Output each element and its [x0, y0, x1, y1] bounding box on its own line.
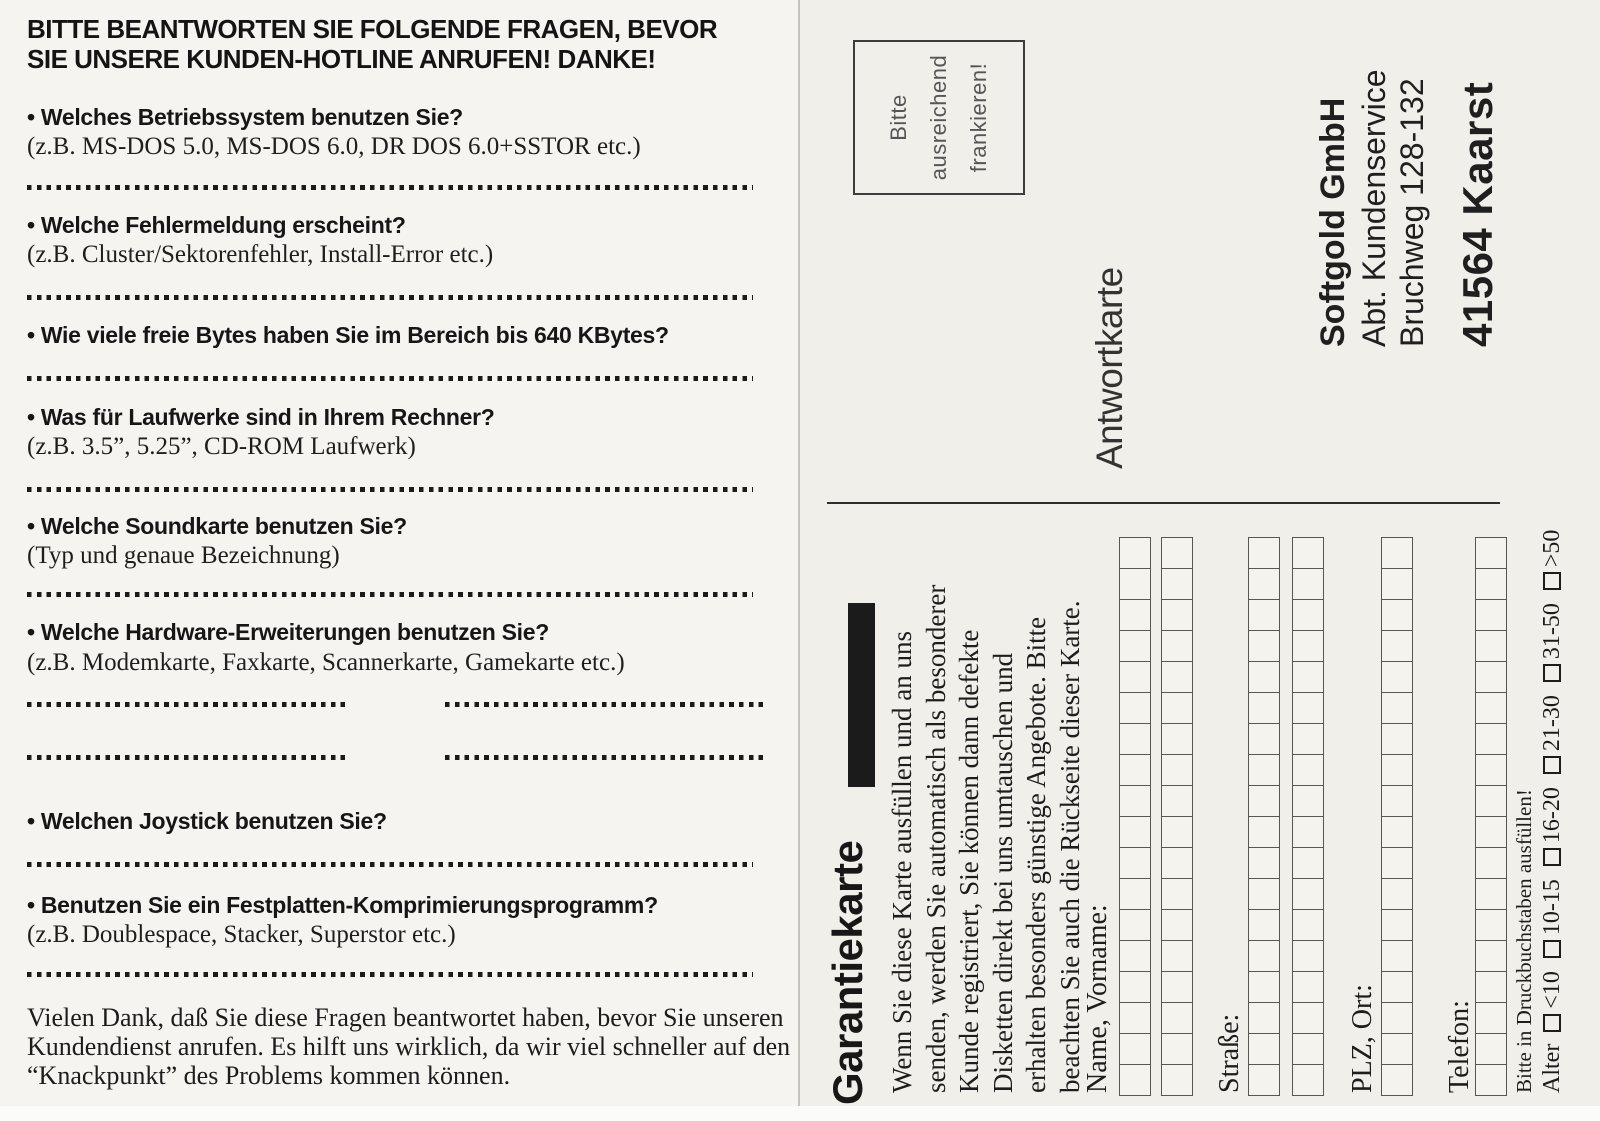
garantie-body-line: beachten Sie auch die Rückseite dieser Karte. [1054, 600, 1085, 1093]
character-box [1292, 754, 1324, 786]
garantie-body-text [886, 585, 1087, 1093]
question-heading-2: • Welche Fehlermeldung erscheint? [27, 212, 406, 238]
character-box [1248, 661, 1280, 693]
question-heading-4: • Was für Laufwerke sind in Ihrem Rechner? [27, 404, 495, 430]
plz-boxes-row [1381, 537, 1413, 1096]
character-box [1475, 847, 1507, 879]
age-option [1539, 695, 1566, 774]
answer-line [27, 862, 753, 867]
character-box [1119, 816, 1151, 848]
field-label-telefon: Telefon: [1444, 1000, 1475, 1093]
stamp-note-line: ausreichend [926, 54, 951, 181]
character-box [1381, 940, 1413, 972]
age-checkbox [1543, 940, 1561, 958]
character-box [1119, 661, 1151, 693]
character-box [1475, 661, 1507, 693]
character-box [1292, 537, 1324, 569]
character-box [1475, 971, 1507, 1003]
character-box [1381, 1064, 1413, 1096]
character-box [1119, 940, 1151, 972]
character-box [1475, 909, 1507, 941]
character-box [1119, 909, 1151, 941]
character-box [1381, 816, 1413, 848]
character-box [1119, 537, 1151, 569]
character-box [1381, 971, 1413, 1003]
character-box [1119, 568, 1151, 600]
character-box [1292, 909, 1324, 941]
character-box [1161, 909, 1193, 941]
address-street: Bruchweg 128-132 [1394, 78, 1430, 347]
character-box [1119, 847, 1151, 879]
age-checkbox [1543, 848, 1561, 866]
character-box [1381, 723, 1413, 755]
age-options [1539, 530, 1566, 1032]
age-option [1539, 603, 1566, 682]
age-option [1539, 787, 1566, 866]
age-option-label: >50 [1539, 529, 1565, 568]
character-box [1248, 754, 1280, 786]
character-box [1161, 599, 1193, 631]
character-box [1119, 754, 1151, 786]
character-box [1381, 847, 1413, 879]
age-label: Alter [1539, 1043, 1565, 1093]
character-box [1292, 599, 1324, 631]
character-box [1248, 816, 1280, 848]
field-label-plz-ort: PLZ, Ort: [1347, 984, 1378, 1093]
character-box [1292, 568, 1324, 600]
character-box [1292, 971, 1324, 1003]
closing-line2: Kundendienst anrufen. Es hilft uns wirklich, da wir viel schneller auf den [27, 1032, 791, 1061]
fold-crease-line [798, 0, 800, 1108]
answer-line [27, 592, 753, 597]
character-box [1161, 1064, 1193, 1096]
character-box [1381, 599, 1413, 631]
print-note: Bitte in Druckbuchstaben ausfüllen! [1512, 789, 1536, 1093]
closing-line1: Vielen Dank, daß Sie diese Fragen beantwortet haben, bevor Sie unseren [27, 1003, 784, 1032]
scan-bottom-edge [0, 1106, 1600, 1121]
character-box [1248, 1033, 1280, 1065]
age-option [1539, 971, 1566, 1032]
garantie-body-line: senden, werden Sie automatisch als besonderer [920, 584, 951, 1093]
closing-note [27, 1003, 790, 1090]
garantie-body-line: Wenn Sie diese Karte ausfüllen und an uns [887, 631, 917, 1093]
garantie-body-line: erhalten besonders günstige Angebote. Bitte [1021, 616, 1051, 1093]
character-box [1248, 537, 1280, 569]
postcard-rotated-content [800, 0, 1600, 1121]
character-box [1475, 599, 1507, 631]
character-box [1248, 1064, 1280, 1096]
character-box [1119, 785, 1151, 817]
character-box [1119, 971, 1151, 1003]
character-box [1248, 971, 1280, 1003]
character-box [1161, 878, 1193, 910]
strasse-boxes-row-2 [1292, 537, 1324, 1096]
age-checkbox [1543, 1014, 1561, 1032]
character-box [1292, 816, 1324, 848]
character-box [1292, 1002, 1324, 1034]
character-box [1161, 692, 1193, 724]
character-box [1292, 692, 1324, 724]
character-box [1475, 1064, 1507, 1096]
character-box [1475, 940, 1507, 972]
character-box [1161, 723, 1193, 755]
answer-line-half [445, 702, 765, 707]
character-box [1292, 630, 1324, 662]
question-hint-8: (z.B. Doublespace, Stacker, Superstor etc.) [27, 921, 456, 948]
stamp-note-line: frankieren! [966, 62, 991, 173]
character-box [1161, 568, 1193, 600]
character-box [1161, 630, 1193, 662]
age-option-label: 21-30 [1539, 695, 1565, 752]
answer-line-half [27, 702, 345, 707]
character-box [1161, 816, 1193, 848]
character-box [1475, 754, 1507, 786]
character-box [1475, 1002, 1507, 1034]
character-box [1248, 1002, 1280, 1034]
age-option [1539, 879, 1566, 958]
answer-line [27, 295, 753, 300]
age-option-label: 31-50 [1539, 603, 1565, 660]
age-option-label: <10 [1539, 971, 1565, 1009]
character-box [1161, 971, 1193, 1003]
character-box [1475, 878, 1507, 910]
character-box [1292, 661, 1324, 693]
page-title-line2: SIE UNSERE KUNDEN-HOTLINE ANRUFEN! DANKE! [27, 44, 656, 74]
character-box [1292, 723, 1324, 755]
age-checkbox [1543, 664, 1561, 682]
character-box [1381, 878, 1413, 910]
question-heading-3: • Wie viele freie Bytes haben Sie im Bereich bis 640 KBytes? [27, 322, 669, 348]
character-box [1292, 878, 1324, 910]
character-box [1119, 599, 1151, 631]
question-hint-5: (Typ und genaue Bezeichnung) [27, 542, 340, 569]
stamp-note-line: Bitte [886, 94, 911, 141]
character-box [1119, 1033, 1151, 1065]
telefon-boxes-row [1475, 537, 1507, 1096]
character-box [1381, 568, 1413, 600]
answer-line [27, 376, 753, 381]
character-box [1381, 537, 1413, 569]
character-box [1161, 785, 1193, 817]
character-box [1248, 723, 1280, 755]
character-box [1248, 568, 1280, 600]
character-box [1248, 692, 1280, 724]
age-option [1539, 530, 1566, 591]
character-box [1119, 1064, 1151, 1096]
age-option-label: 16-20 [1539, 787, 1565, 844]
postcard-divider-line [827, 502, 1500, 504]
character-box [1475, 816, 1507, 848]
character-box [1475, 568, 1507, 600]
character-box [1292, 1064, 1324, 1096]
field-label-strasse: Straße: [1214, 1013, 1245, 1093]
age-row [1539, 530, 1566, 1093]
question-hint-1: (z.B. MS-DOS 5.0, MS-DOS 6.0, DR DOS 6.0+SSTOR etc.) [27, 133, 641, 160]
character-box [1248, 940, 1280, 972]
character-box [1475, 723, 1507, 755]
character-box [1248, 847, 1280, 879]
page-title-line1: BITTE BEANTWORTEN SIE FOLGENDE FRAGEN, BEVOR [27, 14, 718, 44]
character-box [1161, 1002, 1193, 1034]
character-box [1119, 723, 1151, 755]
answer-line-half [27, 755, 345, 760]
character-box [1381, 909, 1413, 941]
name-boxes-row-1 [1119, 537, 1151, 1096]
character-box [1161, 847, 1193, 879]
character-box [1119, 630, 1151, 662]
character-box [1119, 1002, 1151, 1034]
question-hint-2: (z.B. Cluster/Sektorenfehler, Install-Error etc.) [27, 241, 494, 268]
question-heading-6: • Welche Hardware-Erweiterungen benutzen Sie? [27, 619, 549, 645]
character-box [1248, 878, 1280, 910]
character-box [1248, 785, 1280, 817]
strasse-boxes-row-1 [1248, 537, 1280, 1096]
answer-line-half [445, 755, 765, 760]
heading-black-bar [848, 603, 875, 787]
character-box [1292, 1033, 1324, 1065]
address-department: Abt. Kundenservice [1356, 69, 1392, 347]
age-checkbox [1543, 756, 1561, 774]
card-type-label: Antwortkarte [1089, 267, 1130, 469]
character-box [1381, 754, 1413, 786]
question-heading-7: • Welchen Joystick benutzen Sie? [27, 808, 387, 834]
garantiekarte-heading: Garantiekarte [824, 840, 871, 1105]
character-box [1381, 1002, 1413, 1034]
answer-line [27, 972, 753, 977]
character-box [1381, 630, 1413, 662]
character-box [1161, 537, 1193, 569]
character-box [1161, 940, 1193, 972]
character-box [1161, 1033, 1193, 1065]
character-box [1292, 785, 1324, 817]
character-box [1475, 1033, 1507, 1065]
character-box [1475, 785, 1507, 817]
age-option-label: 10-15 [1539, 879, 1565, 936]
closing-line3: “Knackpunkt” des Problems kommen können. [27, 1061, 511, 1090]
character-box [1248, 630, 1280, 662]
question-hint-4: (z.B. 3.5”, 5.25”, CD-ROM Laufwerk) [27, 433, 416, 460]
character-box [1248, 599, 1280, 631]
question-heading-5: • Welche Soundkarte benutzen Sie? [27, 513, 407, 539]
character-box [1381, 785, 1413, 817]
character-box [1161, 661, 1193, 693]
answer-line [27, 487, 753, 492]
character-box [1292, 847, 1324, 879]
character-box [1475, 692, 1507, 724]
garantie-body-line: Disketten direkt bei uns umtauschen und [987, 652, 1018, 1093]
question-hint-6: (z.B. Modemkarte, Faxkarte, Scannerkarte, Gamekarte etc.) [27, 649, 625, 676]
character-box [1381, 661, 1413, 693]
character-box [1119, 878, 1151, 910]
character-box [1475, 630, 1507, 662]
page-title [27, 14, 717, 74]
character-box [1119, 692, 1151, 724]
question-heading-1: • Welches Betriebssystem benutzen Sie? [27, 104, 463, 130]
name-boxes-row-2 [1161, 537, 1193, 1096]
address-city: 41564 Kaarst [1454, 81, 1501, 347]
character-box [1381, 692, 1413, 724]
garantie-body-line: Kunde registriert, Sie können dann defekte [954, 629, 984, 1093]
character-box [1248, 909, 1280, 941]
character-box [1161, 754, 1193, 786]
character-box [1475, 537, 1507, 569]
question-heading-8: • Benutzen Sie ein Festplatten-Komprimierungsprogramm? [27, 892, 658, 918]
age-checkbox [1543, 572, 1561, 590]
answer-line [27, 185, 753, 190]
address-company: Softgold GmbH [1314, 97, 1352, 347]
stamp-box [853, 40, 1025, 195]
character-box [1292, 940, 1324, 972]
field-label-name: Name, Vorname: [1082, 904, 1113, 1093]
character-box [1381, 1033, 1413, 1065]
